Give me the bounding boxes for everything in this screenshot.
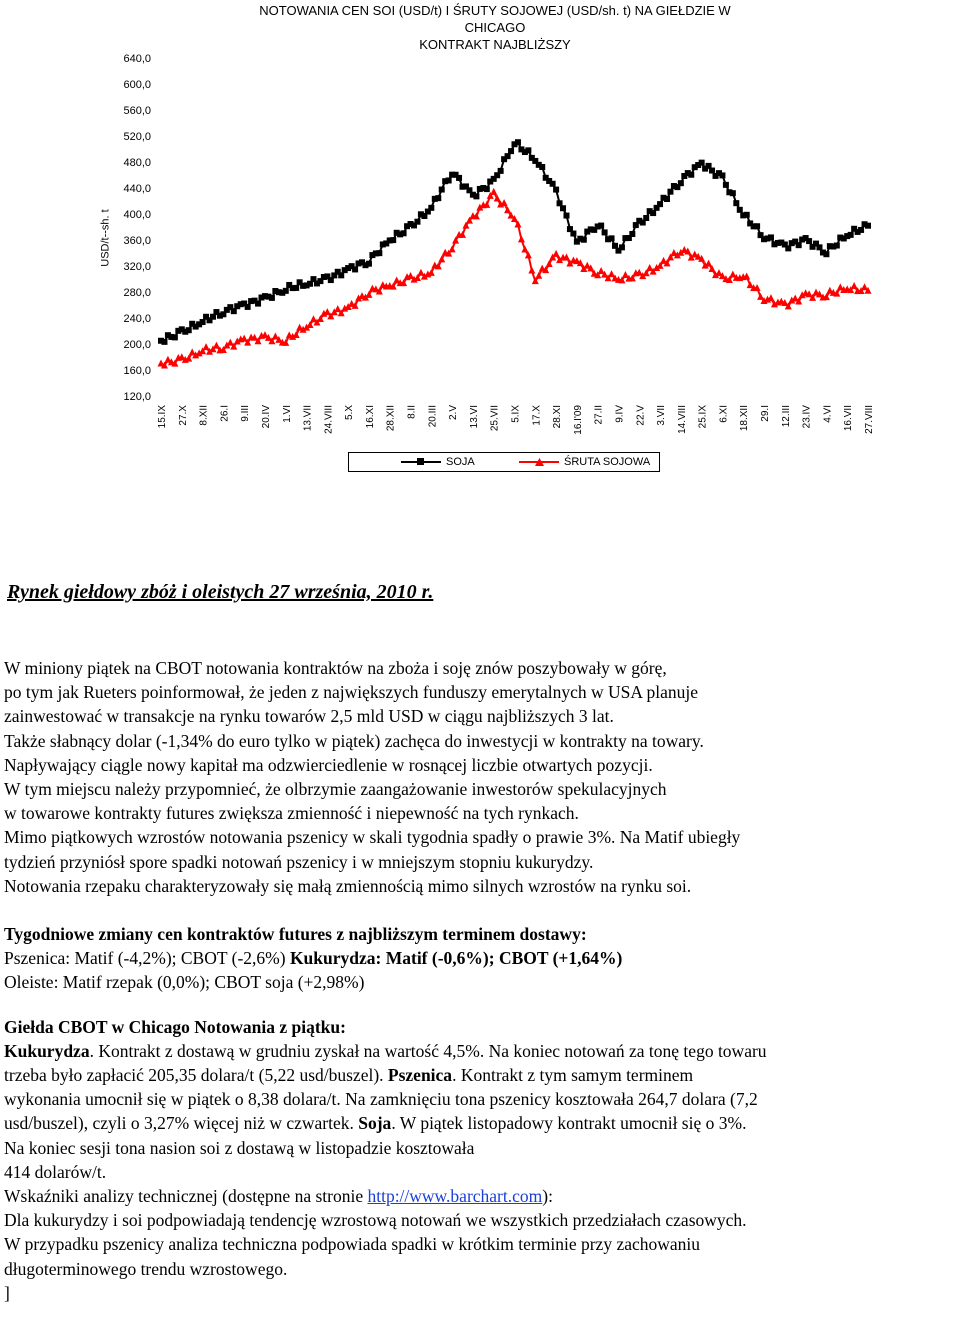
- point-soja: [376, 250, 382, 256]
- point-soja: [785, 245, 791, 251]
- label-wheat: Pszenica: [387, 1065, 453, 1086]
- legend-label-soja: SOJA: [446, 456, 475, 468]
- weekly-heading: Tygodniowe zmiany cen kontraktów futures z najbliższym terminem dostawy:: [4, 924, 587, 945]
- point-sruta: [203, 343, 210, 350]
- point-sruta: [521, 246, 528, 253]
- chart-legend: [348, 452, 660, 472]
- point-soja: [283, 288, 289, 294]
- legend-swatch-soja: [401, 456, 441, 468]
- label-soy: Soja: [358, 1113, 392, 1134]
- point-soja: [525, 147, 531, 153]
- point-soja: [473, 193, 479, 199]
- paragraph-line: Także słabnący dolar (-1,34% do euro tylko w piątek) zachęca do inwestycji w kontrakty na towary.: [4, 730, 704, 751]
- point-soja: [806, 238, 812, 244]
- x-tick-label: 17.X: [531, 405, 543, 426]
- point-soja: [539, 164, 545, 170]
- point-soja: [848, 232, 854, 238]
- x-tick-label: 8.XII: [198, 405, 210, 426]
- point-soja: [834, 243, 840, 249]
- x-tick-label: 2.V: [448, 405, 460, 421]
- y-axis-label: USD/t--sh. t: [99, 209, 112, 267]
- y-tick-label: 400,0: [123, 209, 151, 221]
- paragraph-line: w towarowe kontrakty futures zwiększa zmienność i niepewność na tych rynkach.: [4, 803, 579, 824]
- y-tick-label: 520,0: [123, 131, 151, 143]
- point-soja: [414, 219, 420, 225]
- x-tick-label: 6.XI: [718, 405, 730, 423]
- point-soja: [865, 223, 871, 229]
- point-soja: [508, 148, 514, 154]
- chart-title-line: CHICAGO: [464, 20, 526, 35]
- x-tick-label: 27.VIII: [864, 405, 875, 434]
- cbot-line: [4, 1184, 960, 1208]
- text-run: . Kontrakt z tym samym terminem: [452, 1065, 694, 1086]
- y-tick-label: 440,0: [123, 183, 151, 195]
- text-run: trzeba było zapłacić 205,35 dolara/t (5,22 usd/buszel).: [4, 1065, 388, 1086]
- point-sruta: [705, 260, 712, 267]
- point-sruta: [608, 270, 615, 277]
- x-tick-label: 27.X: [177, 405, 189, 426]
- y-tick-label: 160,0: [123, 365, 151, 377]
- point-soja: [858, 227, 864, 233]
- point-soja: [484, 186, 490, 192]
- paragraph-line: Napływający ciągle nowy kapitał ma odzwierciedlenie w rosnącej liczbie otwartych pozycji.: [4, 754, 653, 775]
- point-soja: [563, 213, 569, 219]
- x-tick-label: 15.IX: [157, 405, 168, 429]
- point-sruta: [213, 342, 220, 349]
- y-tick-label: 320,0: [123, 261, 151, 273]
- point-soja: [560, 205, 566, 211]
- point-soja: [338, 272, 344, 278]
- y-tick-label: 240,0: [123, 313, 151, 325]
- paragraph-line: W miniony piątek na CBOT notowania kontraktów na zboża i soję znów poszybowały w górę,: [4, 658, 667, 678]
- paragraph-line: tydzień przyniósł spore spadki notowań pszenicy i w mniejszym stopniu kukurydzy.: [4, 851, 594, 872]
- legend-item-soja: [401, 456, 475, 468]
- x-tick-label: 24.VIII: [323, 405, 335, 434]
- point-sruta: [767, 294, 774, 301]
- point-soja: [245, 304, 251, 310]
- point-soja: [515, 139, 521, 145]
- paragraph-line: W tym miejscu należy przypomnieć, że olbrzymie zaangażowanie inwestorów spekulacyjnych: [4, 779, 667, 800]
- x-tick-label: 12.III: [780, 405, 792, 428]
- point-sruta: [757, 293, 764, 300]
- chart-title-line: KONTRAKT NAJBLIŻSZY: [419, 37, 571, 52]
- x-tick-label: 23.IV: [801, 405, 813, 429]
- point-sruta: [490, 188, 497, 195]
- point-soja: [733, 200, 739, 206]
- point-soja: [699, 160, 705, 166]
- weekly-oilseeds: Oleiste: Matif rzepak (0,0%); CBOT soja (+2,98%): [4, 972, 365, 993]
- point-soja: [667, 189, 673, 195]
- triangle-marker-icon: [535, 458, 544, 466]
- cbot-line: ]: [4, 1282, 10, 1303]
- point-soja: [602, 229, 608, 235]
- text-run: Wskaźniki analizy technicznej (dostępne na stronie: [4, 1186, 368, 1207]
- article-body: [4, 656, 960, 1305]
- point-soja: [657, 201, 663, 207]
- point-soja: [688, 172, 694, 178]
- cbot-line: W przypadku pszenicy analiza techniczna podpowiada spadki w krótkim terminie przy zachowaniu: [4, 1234, 701, 1255]
- x-tick-label: 14.VIII: [676, 405, 688, 434]
- point-soja: [816, 244, 822, 250]
- point-soja: [401, 230, 407, 236]
- point-sruta: [553, 250, 560, 257]
- y-tick-label: 480,0: [123, 157, 151, 169]
- x-tick-label: 3.VII: [656, 405, 668, 426]
- point-soja: [186, 327, 192, 333]
- point-soja: [643, 215, 649, 221]
- text-run: ):: [542, 1186, 553, 1207]
- legend-swatch-sruta: [519, 456, 559, 468]
- point-soja: [269, 295, 275, 301]
- cbot-line: Dla kukurydzy i soi podpowiadają tendencję wzrostową notowań we wszystkich przedziałach czasowych.: [4, 1210, 747, 1231]
- cbot-line: [4, 1039, 960, 1063]
- point-soja: [570, 231, 576, 237]
- point-soja: [390, 237, 396, 243]
- point-soja: [737, 207, 743, 213]
- point-soja: [498, 168, 504, 174]
- x-tick-label: 28.XII: [385, 405, 397, 432]
- cbot-line: Na koniec sesji tona nasion soi z dostawą w listopadzie kosztowała: [4, 1137, 475, 1158]
- y-tick-label: 560,0: [123, 105, 151, 117]
- square-marker-icon: [417, 458, 425, 466]
- label-corn: Kukurydza: [4, 1040, 90, 1061]
- cbot-line: 414 dolarów/t.: [4, 1161, 107, 1182]
- barchart-link[interactable]: http://www.barchart.com: [367, 1186, 543, 1207]
- point-soja: [619, 244, 625, 250]
- legend-item-sruta: [519, 456, 650, 468]
- y-tick-label: 120,0: [123, 391, 151, 403]
- x-tick-label: 20.III: [427, 405, 439, 428]
- point-soja: [678, 180, 684, 186]
- x-tick-label: 16.I'09: [572, 405, 584, 435]
- text-run: . Kontrakt z dostawą w grudniu zyskał na wartość 4,5%. Na koniec notowań za tonę tego towaru: [89, 1040, 767, 1061]
- point-soja: [446, 177, 452, 183]
- point-soja: [650, 210, 656, 216]
- paragraph-line: Mimo piątkowych wzrostów notowania pszenicy w skali tygodnia spadły o prawie 3%. Na Matif ubiegły: [4, 827, 741, 848]
- point-soja: [255, 301, 261, 307]
- point-soja: [709, 168, 715, 174]
- point-sruta: [334, 305, 341, 312]
- chart-title-line: NOTOWANIA CEN SOI (USD/t) I ŚRUTY SOJOWEJ (USD/sh. t) NA GIEŁDZIE W: [259, 3, 731, 18]
- cbot-heading: Giełda CBOT w Chicago Notowania z piątku:: [4, 1016, 346, 1037]
- point-sruta: [518, 235, 525, 242]
- x-tick-label: 13.VII: [302, 405, 314, 432]
- paragraph-line: Notowania rzepaku charakteryzowały się małą zmiennością mimo silnych wzrostów na rynku soi.: [4, 875, 692, 896]
- weekly-wheat: Pszenica: Matif (-4,2%); CBOT (-2,6%): [4, 948, 290, 969]
- cbot-line: długoterminowego trendu wzrostowego.: [4, 1258, 288, 1279]
- x-tick-label: 25.VII: [489, 405, 501, 432]
- x-tick-label: 1.VI: [281, 405, 293, 423]
- y-tick-label: 360,0: [123, 235, 151, 247]
- x-tick-label: 25.IX: [697, 405, 709, 429]
- point-soja: [172, 334, 178, 340]
- x-tick-label: 9.IV: [614, 405, 626, 423]
- point-soja: [366, 261, 372, 267]
- point-soja: [200, 319, 206, 325]
- point-soja: [553, 187, 559, 193]
- x-tick-label: 16.VII: [843, 405, 855, 432]
- y-tick-label: 200,0: [123, 339, 151, 351]
- point-soja: [823, 251, 829, 257]
- text-run: usd/buszel), czyli o 3,27% więcej niż w czwartek.: [4, 1113, 359, 1134]
- text-run: . W piątek listopadowy kontrakt umocnił się o 3%.: [391, 1113, 747, 1134]
- point-soja: [439, 187, 445, 193]
- price-chart: [0, 0, 960, 480]
- point-soja: [598, 223, 604, 229]
- x-tick-label: 13.VI: [468, 405, 480, 429]
- x-tick-label: 9.III: [240, 405, 252, 422]
- x-tick-label: 5.X: [344, 405, 356, 421]
- legend-label-sruta: ŚRUTA SOJOWA: [564, 456, 651, 468]
- weekly-line: [4, 946, 960, 970]
- paragraph-line: zainwestować w transakcje na rynku towarów 2,5 mld USD w ciągu najbliższych 3 lat.: [4, 706, 614, 727]
- x-tick-label: 26.I: [219, 405, 231, 422]
- point-sruta: [528, 267, 535, 274]
- cbot-line: [4, 1063, 960, 1087]
- weekly-corn: Kukurydza: Matif (-0,6%); CBOT (+1,64%): [289, 948, 623, 969]
- y-tick-label: 640,0: [123, 53, 151, 65]
- point-soja: [629, 231, 635, 237]
- x-tick-label: 27.II: [593, 405, 605, 425]
- point-soja: [730, 190, 736, 196]
- point-soja: [428, 205, 434, 211]
- cbot-line: [4, 1111, 960, 1135]
- x-tick-label: 4.VI: [822, 405, 834, 423]
- point-soja: [161, 339, 167, 345]
- cbot-line: wykonania umocnił się w piątek o 8,38 dolara/t. Na zamknięciu tona pszenicy kosztowała 264,7 dolara (7,2: [4, 1089, 758, 1110]
- point-soja: [754, 223, 760, 229]
- point-soja: [435, 195, 441, 201]
- point-soja: [456, 175, 462, 181]
- x-tick-label: 18.XII: [739, 405, 751, 432]
- point-soja: [609, 235, 615, 241]
- x-tick-label: 28.XI: [552, 405, 564, 429]
- article-heading: Rynek giełdowy zbóż i oleistych 27 września, 2010 r.: [7, 581, 434, 603]
- point-soja: [719, 172, 725, 178]
- point-soja: [581, 237, 587, 243]
- point-soja: [768, 234, 774, 240]
- point-soja: [723, 182, 729, 188]
- y-tick-label: 600,0: [123, 79, 151, 91]
- x-tick-label: 16.XI: [364, 405, 376, 429]
- x-tick-label: 5.IX: [510, 405, 522, 423]
- point-soja: [550, 181, 556, 187]
- point-sruta: [851, 282, 858, 289]
- point-sruta: [449, 245, 456, 252]
- point-soja: [293, 285, 299, 291]
- point-soja: [744, 212, 750, 218]
- point-soja: [664, 196, 670, 202]
- x-tick-label: 29.I: [760, 405, 772, 422]
- point-soja: [352, 266, 358, 272]
- x-tick-label: 20.IV: [260, 405, 272, 429]
- y-tick-label: 280,0: [123, 287, 151, 299]
- point-sruta: [324, 308, 331, 315]
- paragraph-line: po tym jak Rueters poinformował, że jeden z największych funduszy emerytalnych w USA planuje: [4, 682, 698, 703]
- x-tick-label: 8.II: [406, 405, 418, 419]
- x-tick-label: 22.V: [635, 405, 647, 426]
- point-soja: [796, 242, 802, 248]
